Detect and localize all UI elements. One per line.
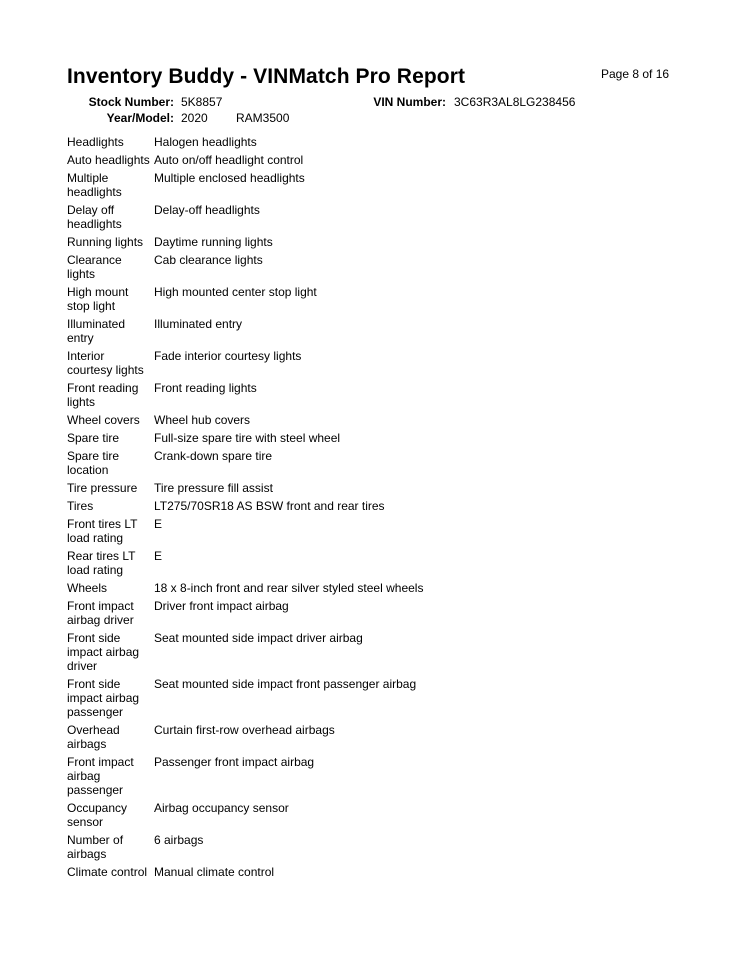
report-title: Inventory Buddy - VINMatch Pro Report [67, 65, 466, 88]
spec-value: Manual climate control [154, 865, 275, 879]
spec-label: Climate control [67, 865, 148, 879]
spec-label: Clearance lights [67, 253, 122, 281]
spec-value: Tire pressure fill assist [154, 481, 273, 495]
spec-value: E [154, 549, 163, 563]
spec-row [67, 676, 507, 722]
model-value: RAM3500 [236, 111, 290, 125]
spec-label: Interior courtesy lights [67, 349, 144, 377]
spec-value: Crank-down spare tire [154, 449, 273, 463]
spec-row [67, 284, 507, 316]
spec-label: Delay off headlights [67, 203, 122, 231]
spec-value: Halogen headlights [154, 135, 257, 149]
spec-row [67, 412, 507, 430]
spec-value: Illuminated entry [154, 317, 243, 331]
spec-row [67, 498, 507, 516]
spec-value: 6 airbags [154, 833, 204, 847]
spec-value: Curtain first-row overhead airbags [154, 723, 335, 737]
spec-row [67, 800, 507, 832]
spec-row [67, 234, 507, 252]
spec-value: High mounted center stop light [154, 285, 317, 299]
vin-number-label: VIN Number: [373, 95, 446, 109]
spec-label: Multiple headlights [67, 171, 122, 199]
spec-row [67, 380, 507, 412]
spec-label: Front reading lights [67, 381, 139, 409]
spec-value: Daytime running lights [154, 235, 273, 249]
spec-label: Occupancy sensor [67, 801, 128, 829]
spec-label: Headlights [67, 135, 124, 149]
spec-value: Wheel hub covers [154, 413, 251, 427]
spec-row [67, 202, 507, 234]
year-value: 2020 [181, 111, 208, 125]
spec-row [67, 430, 507, 448]
spec-label: Illuminated entry [67, 317, 126, 345]
spec-label: Front tires LT load rating [67, 517, 138, 545]
spec-value: Passenger front impact airbag [154, 755, 315, 769]
year-model-label: Year/Model: [106, 111, 174, 125]
spec-value: Seat mounted side impact front passenger airbag [154, 677, 417, 691]
spec-row [67, 598, 507, 630]
spec-row [67, 516, 507, 548]
spec-label: Front impact airbag passenger [67, 755, 134, 797]
spec-value: LT275/70SR18 AS BSW front and rear tires [154, 499, 385, 513]
spec-value: Cab clearance lights [154, 253, 263, 267]
spec-label: Front impact airbag driver [67, 599, 134, 627]
spec-label: Auto headlights [67, 153, 150, 167]
spec-row [67, 864, 507, 882]
spec-label: Rear tires LT load rating [67, 549, 136, 577]
spec-row [67, 252, 507, 284]
spec-label: Wheels [67, 581, 108, 595]
spec-row [67, 152, 507, 170]
spec-value: Fade interior courtesy lights [154, 349, 302, 363]
page-number: Page 8 of 16 [601, 67, 670, 81]
spec-value: 18 x 8-inch front and rear silver styled steel wheels [154, 581, 424, 595]
spec-label: Spare tire location [67, 449, 120, 477]
spec-value: Front reading lights [154, 381, 257, 395]
spec-value: Auto on/off headlight control [154, 153, 304, 167]
spec-row [67, 480, 507, 498]
spec-label: Wheel covers [67, 413, 140, 427]
spec-row [67, 548, 507, 580]
spec-row [67, 832, 507, 864]
spec-row [67, 580, 507, 598]
spec-label: Overhead airbags [67, 723, 120, 751]
spec-label: High mount stop light [67, 285, 129, 313]
spec-row [67, 630, 507, 676]
spec-label: Tires [67, 499, 94, 513]
spec-value: Seat mounted side impact driver airbag [154, 631, 363, 645]
spec-value: Airbag occupancy sensor [154, 801, 289, 815]
spec-value: Driver front impact airbag [154, 599, 289, 613]
spec-row [67, 170, 507, 202]
spec-row [67, 316, 507, 348]
spec-label: Running lights [67, 235, 144, 249]
spec-label: Tire pressure [67, 481, 138, 495]
spec-row [67, 754, 507, 800]
stock-number-label: Stock Number: [88, 95, 174, 109]
spec-row [67, 134, 507, 152]
spec-label: Number of airbags [67, 833, 124, 861]
spec-label: Front side impact airbag driver [67, 631, 140, 673]
spec-value: Full-size spare tire with steel wheel [154, 431, 341, 445]
spec-table [67, 134, 507, 882]
vin-number-value: 3C63R3AL8LG238456 [454, 95, 576, 109]
spec-row [67, 348, 507, 380]
spec-row [67, 448, 507, 480]
spec-value: Multiple enclosed headlights [154, 171, 305, 185]
spec-value: Delay-off headlights [154, 203, 260, 217]
spec-value: E [154, 517, 163, 531]
spec-row [67, 722, 507, 754]
spec-label: Front side impact airbag passenger [67, 677, 140, 719]
stock-number-value: 5K8857 [181, 95, 223, 109]
spec-label: Spare tire [67, 431, 120, 445]
